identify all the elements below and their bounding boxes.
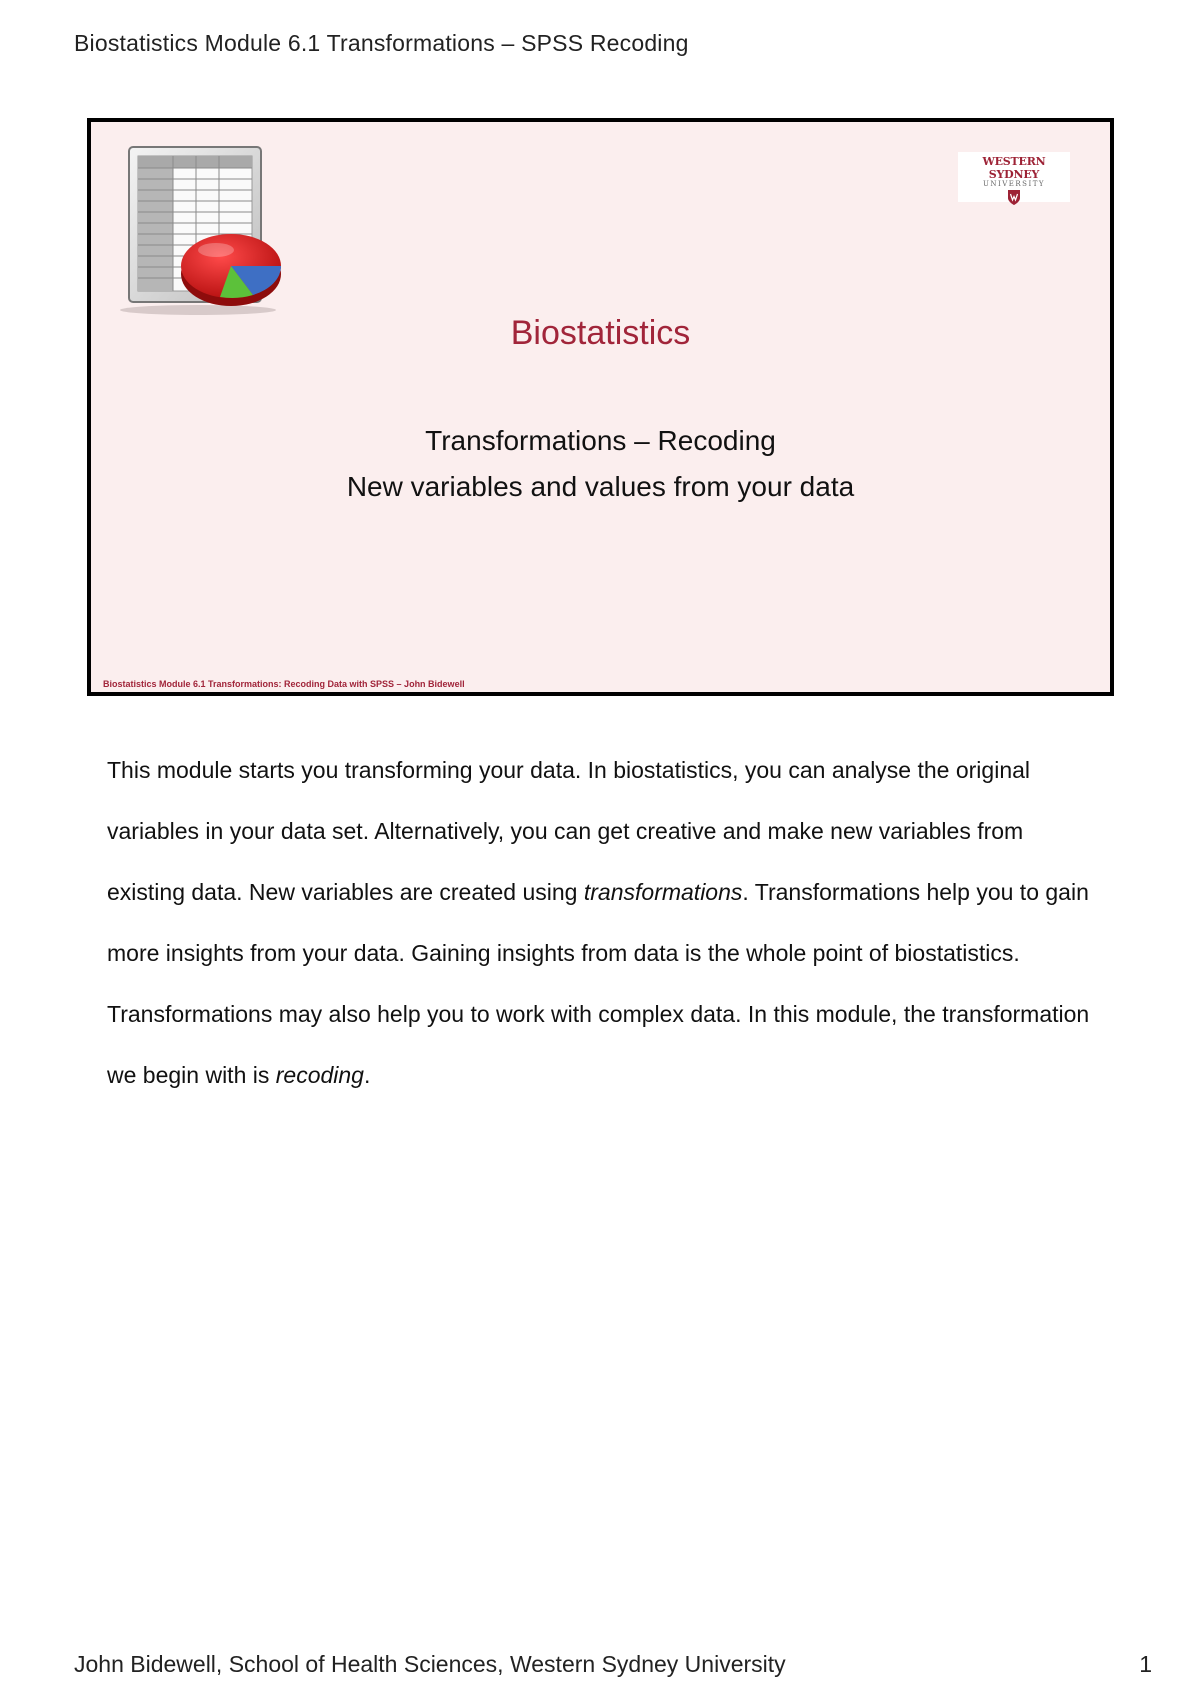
emphasis-transformations: transformations bbox=[583, 879, 743, 905]
subtitle-line-1: Transformations – Recoding bbox=[425, 425, 776, 456]
university-logo bbox=[958, 152, 1070, 202]
logo-subword: UNIVERSITY bbox=[982, 180, 1046, 188]
page-footer: John Bidewell, School of Health Sciences, Western Sydney University bbox=[74, 1651, 786, 1677]
body-text-part-2: . Transformations help you to gain more insights from your data. Gaining insights from data is the whole point of biostatistics. Transformations may also help you to work with complex data. In this module, the transformation we begin with is bbox=[107, 879, 1090, 1088]
body-paragraph bbox=[107, 740, 1107, 1106]
spreadsheet-piechart-icon bbox=[116, 142, 281, 317]
body-text-part-3: . bbox=[363, 1062, 371, 1088]
page-number: 1 bbox=[1139, 1651, 1152, 1677]
subtitle-line-2: New variables and values from your data bbox=[346, 471, 855, 502]
slide-footer: Biostatistics Module 6.1 Transformations: Recoding Data with SPSS – John Bidewell bbox=[103, 679, 465, 689]
body-text-part-1: This module starts you transforming your data. In biostatistics, you can analyse the original variables in your data set. Alternatively, you can get creative and make new variables from existing data. New variables are created using bbox=[107, 757, 1031, 905]
emphasis-recoding: recoding bbox=[275, 1062, 364, 1088]
slide-subtitle bbox=[91, 418, 1110, 510]
slide-title: Biostatistics bbox=[510, 314, 691, 352]
logo-wordmark: WESTERN SYDNEY bbox=[982, 155, 1046, 181]
shield-icon bbox=[1007, 189, 1021, 206]
title-slide bbox=[87, 118, 1114, 696]
running-header: Biostatistics Module 6.1 Transformations – SPSS Recoding bbox=[74, 30, 689, 56]
